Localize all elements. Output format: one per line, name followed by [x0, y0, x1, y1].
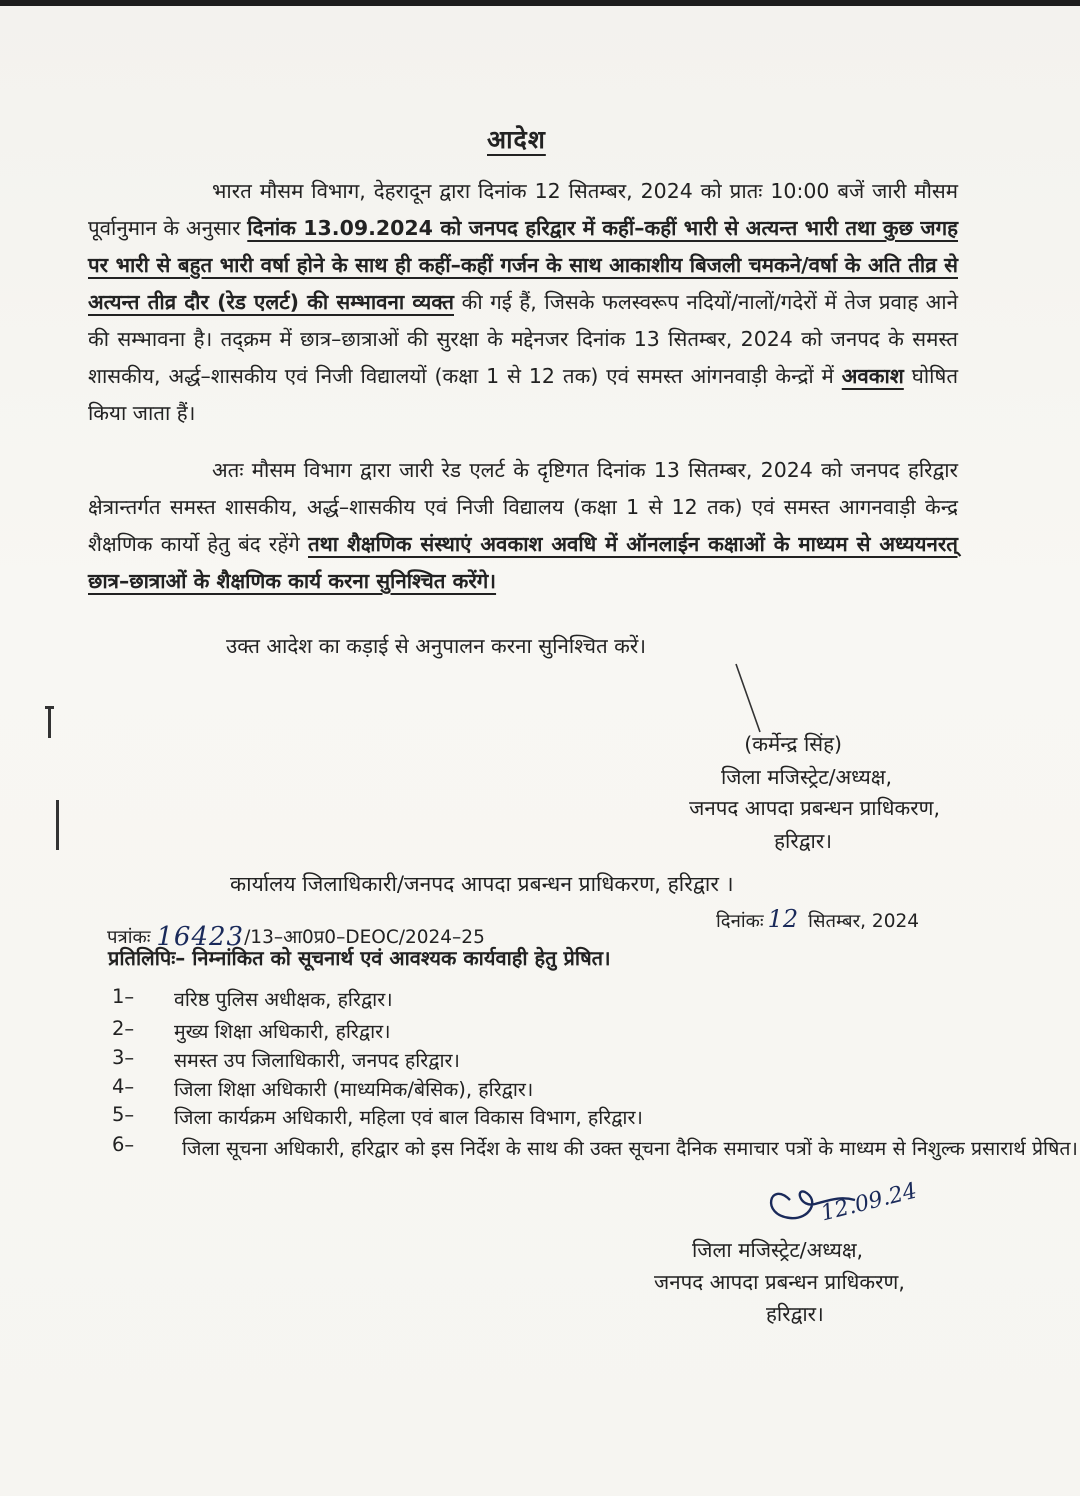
- list-item-number: 5–: [112, 1103, 135, 1126]
- signatory-1-authority: जनपद आपदा प्रबन्धन प्राधिकरण,: [689, 796, 940, 820]
- list-item-number: 3–: [112, 1046, 135, 1069]
- signatory-2-designation: जिला मजिस्ट्रेट/अध्यक्ष,: [692, 1238, 864, 1262]
- list-item-text: वरिष्ठ पुलिस अधीक्षक, हरिद्वार।: [174, 988, 393, 1011]
- list-item-text: जिला शिक्षा अधिकारी (माध्यमिक/बेसिक), हरिद्वार।: [174, 1078, 534, 1101]
- list-item-number: 6–: [112, 1133, 135, 1156]
- signatory-1-designation: जिला मजिस्ट्रेट/अध्यक्ष,: [720, 765, 892, 789]
- list-item-text: जिला कार्यक्रम अधिकारी, महिला एवं बाल विकास विभाग, हरिद्वार।: [174, 1106, 643, 1129]
- ref-suffix: /13–आ0प्र0–DEOC/2024–25: [244, 927, 485, 948]
- margin-mark: [48, 708, 51, 738]
- margin-mark: [56, 800, 59, 850]
- signatory-1-place: हरिद्वार।: [774, 829, 832, 853]
- paragraph-1: [88, 173, 958, 432]
- signatory-2-place: हरिद्वार।: [766, 1302, 824, 1326]
- ref-number-handwritten: 16423: [156, 922, 245, 952]
- date-rest: सितम्बर, 2024: [808, 911, 919, 932]
- margin-mark-cap: [45, 706, 54, 709]
- paragraph-3: उक्त आदेश का कड़ाई से अनुपालन करना सुनिश्चित करें।: [226, 634, 647, 658]
- list-item-number: 1–: [112, 985, 135, 1008]
- date-label: दिनांकः: [716, 911, 764, 932]
- paragraph-2: [88, 452, 958, 600]
- signatory-2-authority: जनपद आपदा प्रबन्धन प्राधिकरण,: [654, 1270, 905, 1294]
- ref-label: पत्रांकः: [107, 927, 151, 948]
- list-item-number: 2–: [112, 1017, 135, 1040]
- para1-emphasis-holiday: अवकाश: [841, 364, 904, 388]
- list-item-text: मुख्य शिक्षा अधिकारी, हरिद्वार।: [174, 1020, 391, 1043]
- date-day-handwritten: 12: [767, 905, 799, 933]
- para1-text-a: भारत मौसम विभाग, देहरादून द्वारा दिनांक 12 सितम्बर, 2024 को प्रातः 10:00 बजें जारी मौसम पूर्वानुमान के अनुसार: [88, 179, 958, 240]
- office-heading: कार्यालय जिलाधिकारी/जनपद आपदा प्रबन्धन प्राधिकरण, हरिद्वार ।: [230, 872, 734, 896]
- para2-text-a: अतः मौसम विभाग द्वारा जारी रेड एलर्ट के दृष्टिगत दिनांक 13 सितम्बर, 2024 को जनपद हरिद्वार क्षेत्रान्तर्गत समस्त शासकीय, अर्द्ध–शासकीय एवं निजी विद्यालय (कक्षा 1 से 12 तक) एवं समस्त आगनवाड़ी केन्द्र शैक्षणिक कार्यो हेतु बंद रहेंगे: [88, 458, 958, 556]
- list-item-number: 4–: [112, 1075, 135, 1098]
- para2-emphasis-online: तथा शैक्षणिक संस्थाएं अवकाश अवधि में ऑनलाईन कक्षाओं के माध्यम से अध्ययनरत् छात्र–छात्राओं के शैक्षणिक कार्य करना सुनिश्चित करेंगे।: [88, 532, 958, 593]
- para1-emphasis-forecast: दिनांक 13.09.2024 को जनपद हरिद्वार में कहीं–कहीं भारी से अत्यन्त भारी तथा कुछ जगह पर भारी से बहुत भारी वर्षा होने के साथ ही कहीं–कहीं गर्जन के साथ आकाशीय बिजली चमकने/वर्षा के अति तीव्र से अत्यन्त तीव्र दौर (रेड एलर्ट) की सम्भावना व्यक्त: [88, 216, 959, 314]
- para1-text-b: की गई हैं, जिसके फलस्वरूप नदियों/नालों/गदेरों में तेज प्रवाह आने की सम्भावना है। तद्क्रम में छात्र–छात्राओं की सुरक्षा के मद्देनजर दिनांक 13 सितम्बर, 2024 को जनपद के समस्त शासकीय, अर्द्ध–शासकीय एवं निजी विद्यालयों (कक्षा 1 से 12 तक) एवं समस्त आंगनवाड़ी केन्द्रों में: [88, 290, 959, 388]
- signature-date-handwritten: 12.09.24: [818, 1178, 920, 1227]
- copy-to-heading: प्रतिलिपिः– निम्नांकित को सूचनार्थ एवं आवश्यक कार्यवाही हेतु प्रेषित।: [108, 946, 611, 970]
- list-item-text: जिला सूचना अधिकारी, हरिद्वार को इस निर्देश के साथ की उक्त सूचना दैनिक समाचार पत्रों के माध्यम से निशुल्क प्रसारार्थ प्रेषित।: [182, 1137, 1078, 1160]
- letter-date: [716, 905, 919, 933]
- order-title: आदेश: [487, 125, 546, 154]
- scan-top-edge: [0, 0, 1080, 6]
- signatory-1-name: (कर्मेन्द्र सिंह): [744, 732, 842, 756]
- para1-text-c: घोषित किया जाता हैं।: [88, 364, 959, 425]
- list-item-text: समस्त उप जिलाधिकारी, जनपद हरिद्वार।: [174, 1049, 460, 1072]
